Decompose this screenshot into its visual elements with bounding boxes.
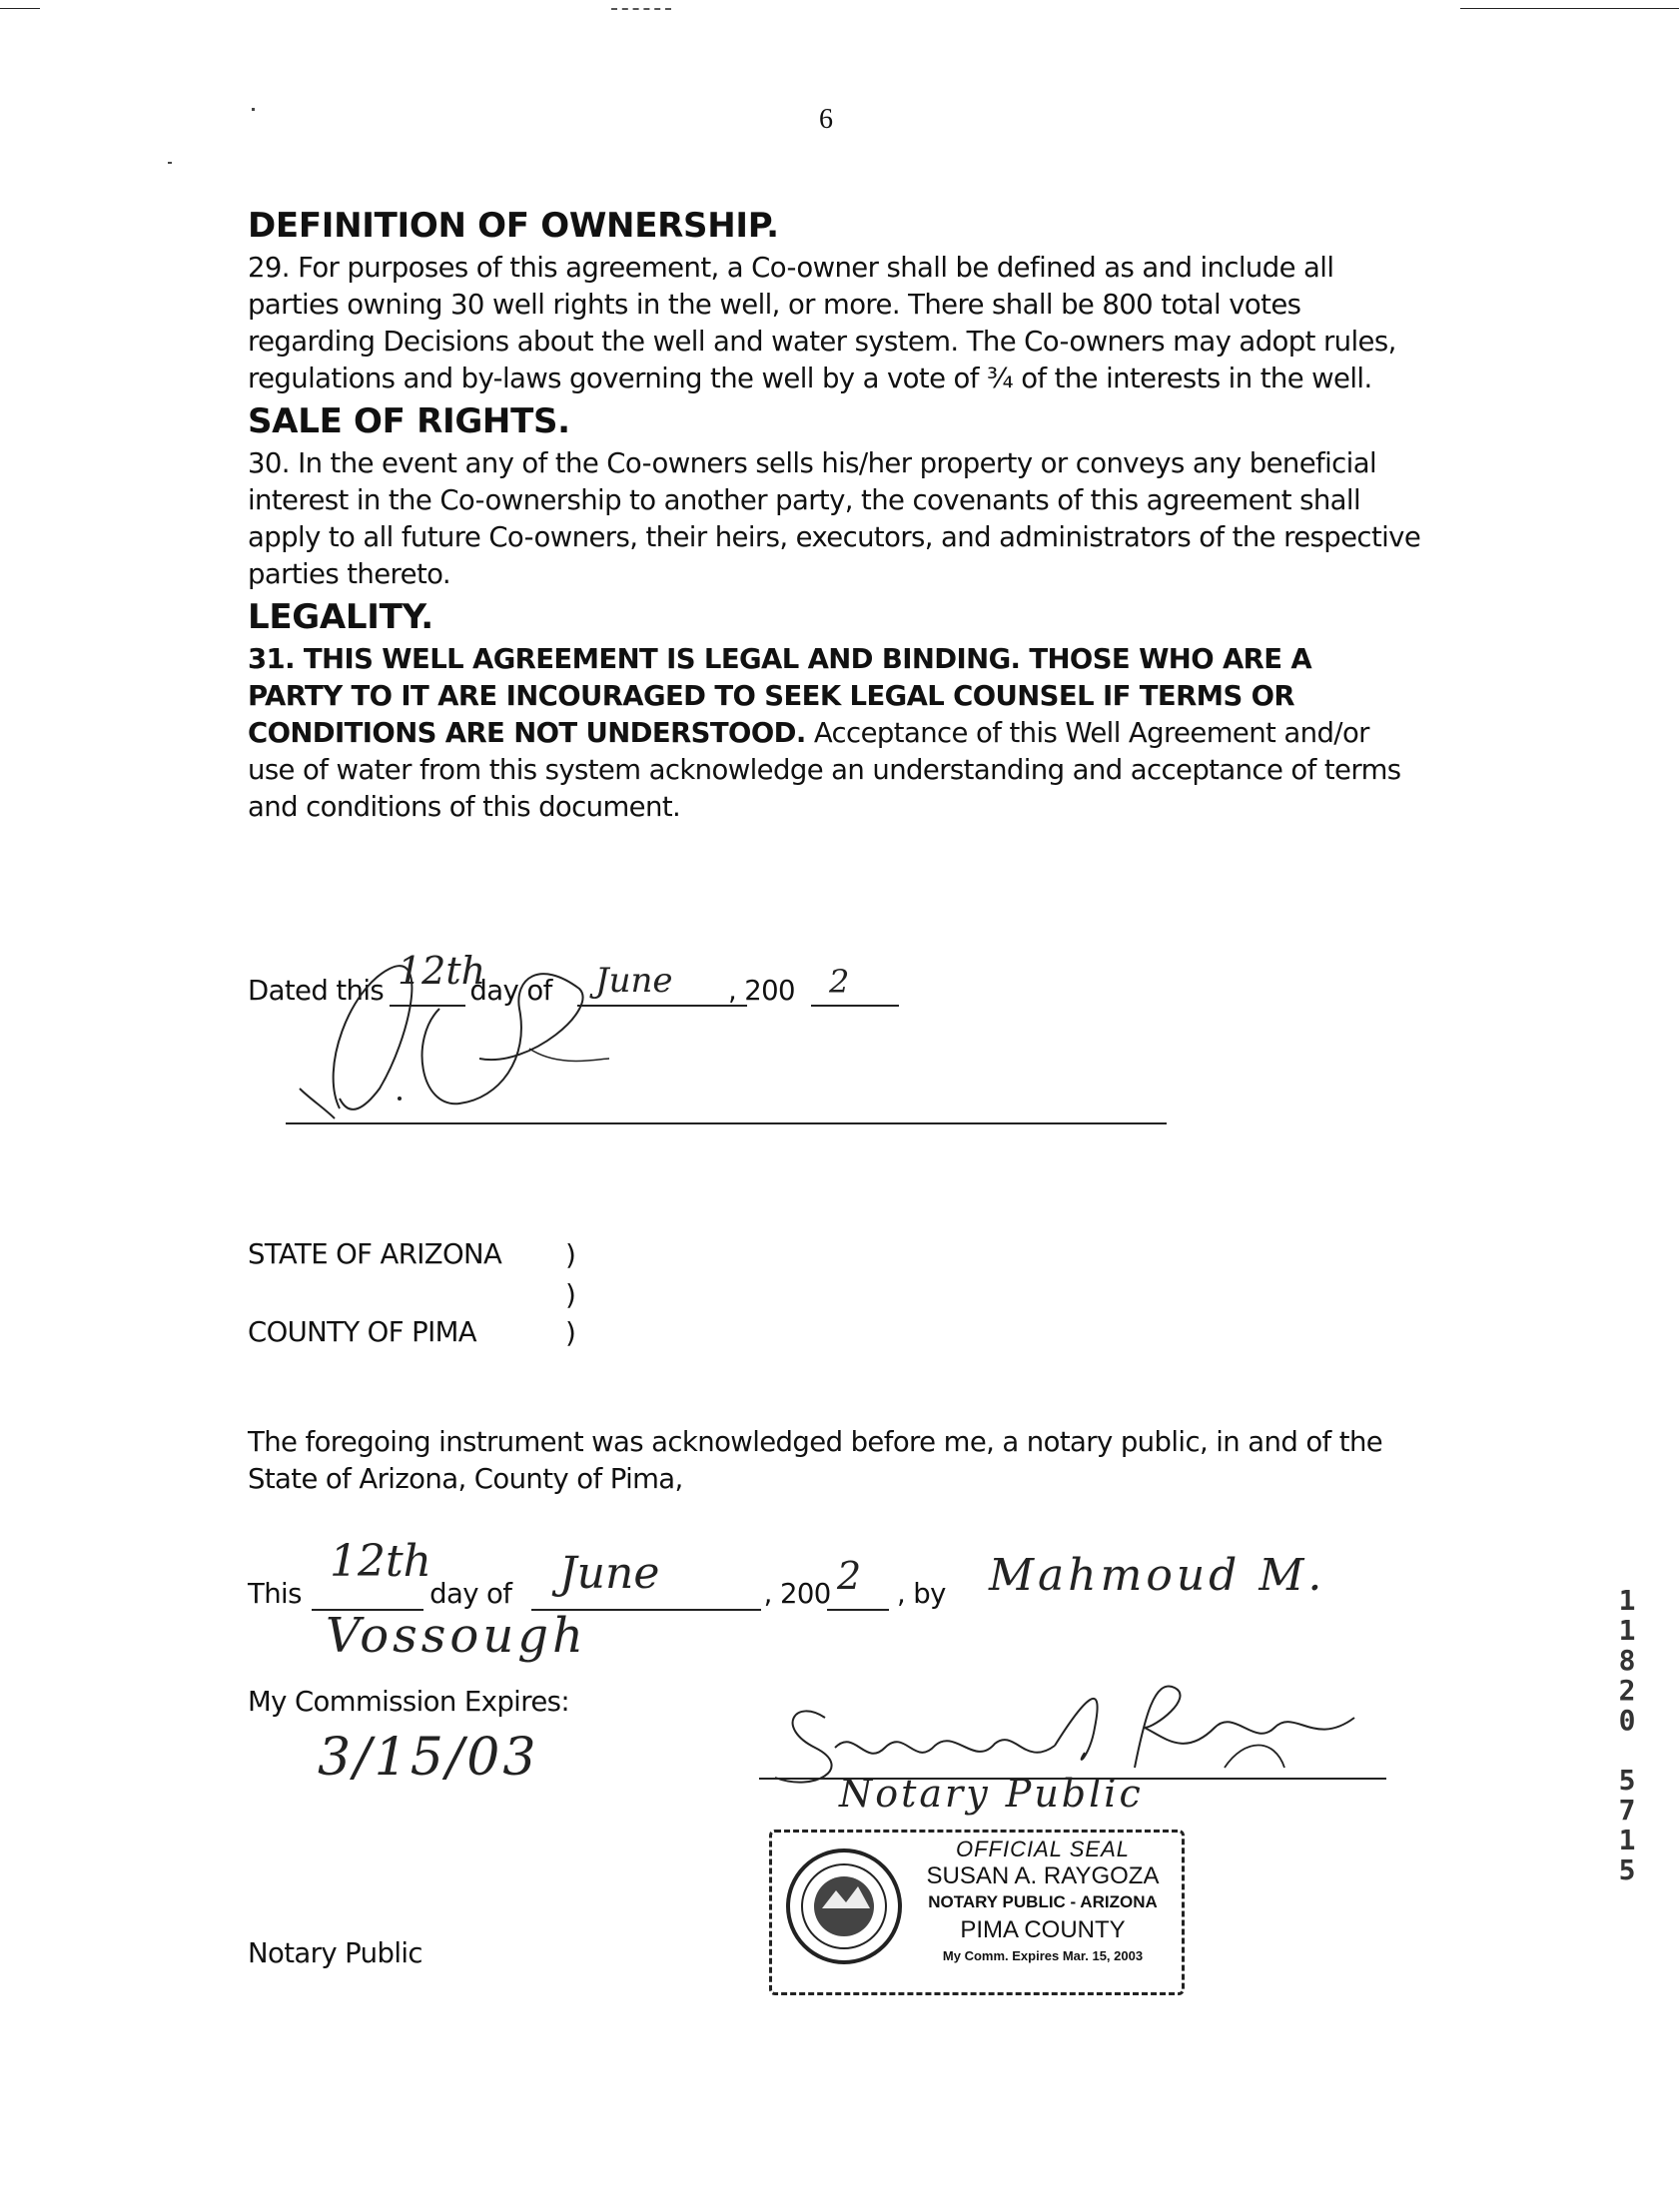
paragraph-line: and conditions of this document.	[248, 791, 681, 823]
paragraph-line: The foregoing instrument was acknowledged before me, a notary public, in and of the	[248, 1426, 1383, 1458]
state-seal-emblem	[784, 1846, 904, 1966]
handwritten-signer-surname: Vossough	[326, 1608, 587, 1664]
paragraph-line-bold: PARTY TO IT ARE INCOURAGED TO SEEK LEGAL COUNSEL IF TERMS OR	[248, 680, 1294, 712]
handwritten-notary-month: June	[559, 1548, 660, 1599]
paragraph-line: parties owning 30 well rights in the well, or more. There shall be 800 total votes	[248, 289, 1301, 321]
stamp-digit: 1	[1618, 1824, 1636, 1856]
paragraph-line: interest in the Co-ownership to another party, the covenants of this agreement shall	[248, 484, 1360, 516]
seal-name: SUSAN A. RAYGOZA	[926, 1862, 1160, 1889]
stamp-digit: 1	[1618, 1614, 1636, 1647]
dated-year-prefix: , 200	[727, 975, 795, 1007]
venue-county: COUNTY OF PIMA	[248, 1316, 476, 1348]
this-label: This	[248, 1578, 302, 1610]
paragraph-line-mixed: CONDITIONS ARE NOT UNDERSTOOD. Acceptance of this Well Agreement and/or	[248, 717, 1369, 749]
handwritten-notary-day: 12th	[330, 1536, 432, 1587]
handwritten-year: 2	[829, 963, 850, 1001]
page-number: 6	[819, 104, 833, 135]
paragraph-line: regulations and by-laws governing the well by a vote of ¾ of the interests in the well.	[248, 363, 1372, 394]
scan-edge-mark	[611, 8, 671, 10]
dated-year-blank	[811, 1005, 899, 1007]
stamp-digit: 5	[1618, 1764, 1636, 1797]
seal-title: OFFICIAL SEAL	[956, 1837, 1130, 1861]
stamp-digit: 5	[1618, 1853, 1636, 1886]
seal-notary-line: NOTARY PUBLIC - ARIZONA	[928, 1892, 1158, 1911]
venue-state: STATE OF ARIZONA	[248, 1238, 502, 1270]
paragraph-line: use of water from this system acknowledge an understanding and acceptance of terms	[248, 754, 1401, 786]
heading-legality: LEGALITY.	[248, 597, 433, 637]
scan-speck	[252, 108, 255, 111]
paragraph-31	[248, 641, 1446, 826]
seal-county: PIMA COUNTY	[960, 1916, 1126, 1943]
scan-edge-mark	[1460, 8, 1679, 9]
party-signature-line	[286, 1122, 1167, 1124]
day-label: day of	[429, 1578, 512, 1610]
handwritten-notary-year: 2	[837, 1554, 862, 1598]
acknowledgment-paragraph	[248, 1424, 1446, 1498]
venue-paren: )	[565, 1316, 576, 1349]
stamp-digit: 0	[1618, 1704, 1636, 1737]
commission-label: My Commission Expires:	[248, 1686, 570, 1718]
paragraph-line: regarding Decisions about the well and water system. The Co-owners may adopt rules,	[248, 326, 1396, 358]
paragraph-line: State of Arizona, County of Pima,	[248, 1463, 683, 1495]
year-prefix: , 200	[763, 1578, 831, 1610]
paragraph-line: 29. For purposes of this agreement, a Co-owner shall be defined as and include all	[248, 252, 1334, 284]
venue-paren: )	[565, 1238, 576, 1271]
handwritten-signer-name: Mahmoud M.	[989, 1550, 1326, 1601]
paragraph-30	[248, 445, 1446, 593]
paragraph-line: apply to all future Co-owners, their heirs, executors, and administrators of the respective	[248, 521, 1421, 553]
stamp-digit: 7	[1618, 1794, 1636, 1827]
paragraph-line-bold: 31. THIS WELL AGREEMENT IS LEGAL AND BINDING. THOSE WHO ARE A	[248, 643, 1312, 675]
handwritten-commission-date: 3/15/03	[318, 1728, 539, 1788]
paragraph-line: parties thereto.	[248, 558, 451, 590]
handwritten-notary-caption: Notary Public	[839, 1772, 1144, 1816]
by-label: , by	[896, 1578, 946, 1610]
handwritten-month: June	[595, 961, 673, 1001]
seal-expires: My Comm. Expires Mar. 15, 2003	[942, 1948, 1144, 1963]
stamp-digit: 8	[1618, 1644, 1636, 1677]
notary-public-label: Notary Public	[248, 1937, 422, 1969]
dated-day-label: day of	[469, 975, 552, 1007]
dated-prefix: Dated this	[248, 975, 385, 1007]
scan-edge-mark	[0, 8, 40, 9]
paragraph-line: 30. In the event any of the Co-owners sells his/her property or conveys any beneficial	[248, 447, 1377, 479]
handwritten-day: 12th	[398, 949, 486, 993]
heading-definition-of-ownership: DEFINITION OF OWNERSHIP.	[248, 206, 779, 246]
official-seal	[769, 1830, 1185, 1995]
notary-year-blank	[827, 1609, 889, 1611]
heading-sale-of-rights: SALE OF RIGHTS.	[248, 401, 570, 441]
paragraph-29	[248, 250, 1446, 397]
stamp-digit: 1	[1618, 1584, 1636, 1617]
recording-stamp	[1612, 1586, 1642, 1885]
stamp-digit: 2	[1618, 1674, 1636, 1707]
scan-speck	[168, 162, 172, 164]
venue-paren: )	[565, 1278, 576, 1311]
party-signature	[280, 949, 659, 1128]
